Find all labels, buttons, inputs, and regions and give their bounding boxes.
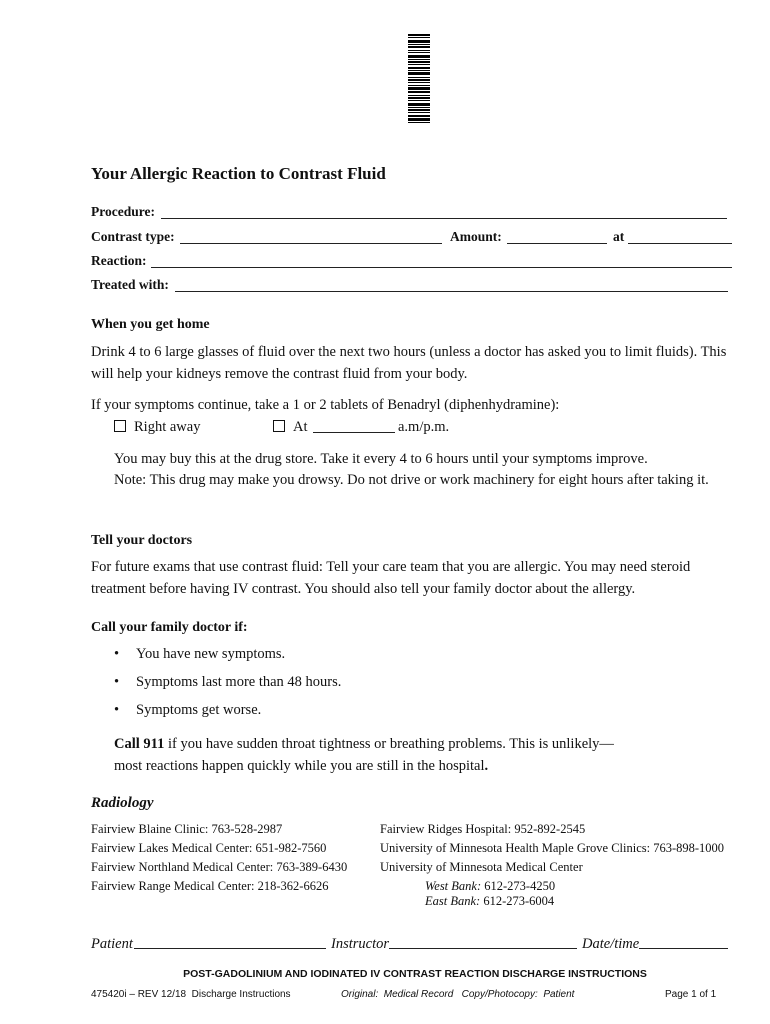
- treated-with-label: Treated with:: [91, 277, 169, 292]
- treated-with-field[interactable]: [175, 291, 728, 292]
- option-at-label: At: [293, 419, 308, 435]
- form-id: 475420i – REV 12/18 Discharge Instructions: [91, 989, 291, 1000]
- tell-your-doctors-heading: Tell your doctors: [91, 533, 193, 548]
- bullet-icon: •: [114, 702, 120, 718]
- drug-store-paragraph: You may buy this at the drug store. Take it every 4 to 6 hours until your symptoms improve.: [114, 451, 648, 467]
- contrast-type-label: Contrast type:: [91, 229, 175, 244]
- dose-time-field[interactable]: [313, 432, 395, 433]
- reaction-field[interactable]: [151, 267, 732, 268]
- ampm-label: a.m/p.m.: [398, 419, 450, 435]
- instructor-label: Instructor: [331, 936, 389, 952]
- location-item: University of Minnesota Medical Center: [380, 860, 583, 874]
- procedure-field[interactable]: [161, 218, 727, 219]
- future-exams-paragraph: For future exams that use contrast fluid: Tell your care team that you are allergic. You may need steroid treatment before having IV contrast. You should also tell your family doctor about the allergy.: [91, 559, 691, 597]
- footer-title: POST-GADOLINIUM AND IODINATED IV CONTRAST REACTION DISCHARGE INSTRUCTIONS: [183, 968, 647, 980]
- barcode: [408, 34, 430, 130]
- patient-signature-field[interactable]: [134, 948, 326, 949]
- call-911-line-2: most reactions happen quickly while you are still in the hospital.: [114, 758, 489, 774]
- bullet-icon: •: [114, 674, 120, 690]
- amount-field[interactable]: [507, 243, 607, 244]
- instructor-signature-field[interactable]: [389, 948, 577, 949]
- option-right-away-label: Right away: [134, 419, 201, 435]
- fluids-paragraph: Drink 4 to 6 large glasses of fluid over the next two hours (unless a doctor has asked you to limit fluids). This will help your kidneys remove the contrast fluid from your body.: [91, 344, 727, 382]
- time-field[interactable]: [628, 243, 732, 244]
- call-911-line: Call 911 if you have sudden throat tightness or breathing problems. This is unlikely—: [114, 736, 614, 752]
- list-item: • You have new symptoms.: [114, 646, 286, 662]
- location-item: Fairview Northland Medical Center: 763-389-6430: [91, 860, 348, 874]
- at-label: at: [613, 229, 625, 244]
- west-bank-item: West Bank: 612-273-4250: [425, 879, 556, 893]
- when-you-get-home-heading: When you get home: [91, 317, 210, 332]
- datetime-field[interactable]: [639, 948, 728, 949]
- option-right-away[interactable]: [114, 416, 200, 438]
- reaction-label: Reaction:: [91, 253, 147, 268]
- location-item: Fairview Range Medical Center: 218-362-6626: [91, 879, 329, 893]
- location-item: Fairview Lakes Medical Center: 651-982-7560: [91, 841, 327, 855]
- location-item: University of Minnesota Health Maple Grove Clinics: 763-898-1000: [380, 841, 725, 855]
- drowsy-note: Note: This drug may make you drowsy. Do not drive or work machinery for eight hours after taking it.: [114, 472, 709, 488]
- benadryl-paragraph: If your symptoms continue, take a 1 or 2 tablets of Benadryl (diphenhydramine):: [91, 397, 560, 413]
- bullet-icon: •: [114, 646, 120, 662]
- location-item: Fairview Blaine Clinic: 763-528-2987: [91, 822, 283, 836]
- page-number: Page 1 of 1: [665, 989, 717, 1000]
- call-911-emphasis: Call 911: [114, 736, 165, 752]
- contrast-type-field[interactable]: [180, 243, 442, 244]
- procedure-label: Procedure:: [91, 204, 155, 219]
- patient-label: Patient: [91, 936, 133, 952]
- distribution-note: Original: Medical Record Copy/Photocopy: Patient: [341, 989, 575, 1000]
- location-item: Fairview Ridges Hospital: 952-892-2545: [380, 822, 586, 836]
- datetime-label: Date/time: [582, 936, 640, 952]
- document-title: Your Allergic Reaction to Contrast Fluid: [91, 164, 386, 183]
- list-item: • Symptoms last more than 48 hours.: [114, 674, 342, 690]
- amount-label: Amount:: [450, 229, 502, 244]
- checkbox-icon[interactable]: [273, 420, 285, 432]
- checkbox-icon[interactable]: [114, 420, 126, 432]
- call-family-doctor-heading: Call your family doctor if:: [91, 620, 248, 635]
- option-at-time[interactable]: [273, 416, 308, 438]
- east-bank-item: East Bank: 612-273-6004: [425, 894, 555, 908]
- list-item: • Symptoms get worse.: [114, 702, 262, 718]
- radiology-heading: Radiology: [91, 795, 154, 811]
